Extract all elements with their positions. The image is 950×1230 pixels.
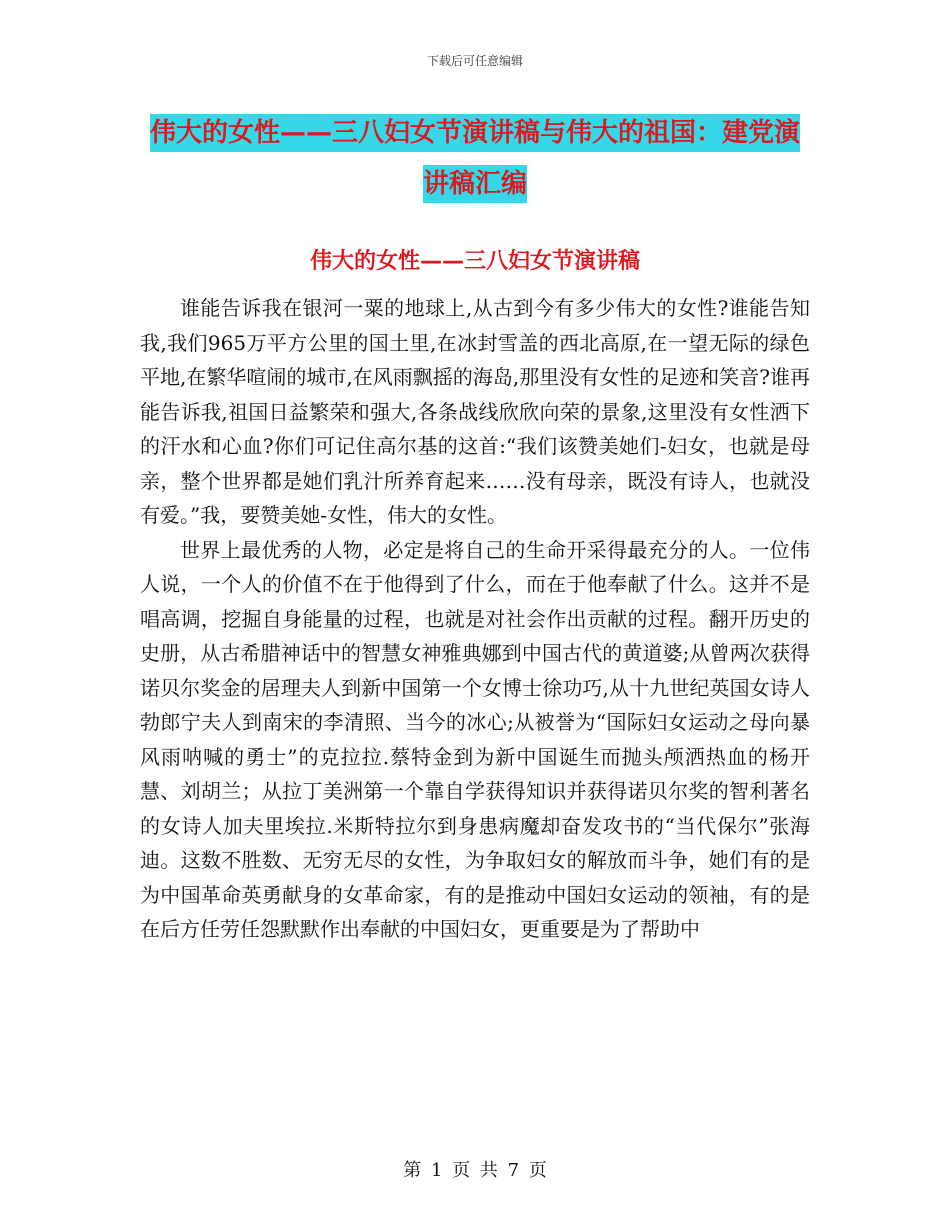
paragraph: 世界上最优秀的人物，必定是将自己的生命开采得最充分的人。一位伟人说，一个人的价值不在于他得到了什么，而在于他奉献了什么。这并不是唱高调，挖掘自身能量的过程，也就是对社会作出贡献的过程。翻开历史的史册，从古希腊神话中的智慧女神雅典娜到中国古代的黄道婆;从曾两次获得诺贝尔奖金的居理夫人到新中国第一个女博士徐功巧,从十九世纪英国女诗人勃郎宁夫人到南宋的李清照、当今的冰心;从被誉为“国际妇女运动之母向暴风雨呐喊的勇士”的克拉拉.蔡特金到为新中国诞生而抛头颅洒热血的杨开慧、刘胡兰；从拉丁美洲第一个靠自学获得知识并获得诺贝尔奖的智利著名的女诗人加夫里埃拉.米斯特拉尔到身患病魔却奋发攻书的“当代保尔”张海迪。这数不胜数、无穷无尽的女性，为争取妇女的解放而斗争，她们有的是为中国革命英勇献身的女革命家，有的是推动中国妇女运动的领袖，有的是在后方任劳任怨默默作出奉献的中国妇女，更重要是为了帮助中 (140, 537, 810, 941)
paragraph: 谁能告诉我在银河一粟的地球上,从古到今有多少伟大的女性?谁能告知我,我们965万平方公里的国土里,在冰封雪盖的西北高原,在一望无际的绿色平地,在繁华喧闹的城市,在风雨飘摇的海岛,那里没有女性的足迹和笑音?谁再能告诉我,祖国日益繁荣和强大,各条战线欣欣向荣的景象,这里没有女性洒下的汗水和心血?你们可记住高尔基的这首:“我们该赞美她们-妇女，也就是母亲，整个世界都是她们乳汁所养育起来……没有母亲，既没有诗人，也就没有爱。”我，要赞美她-女性，伟大的女性。 (140, 296, 810, 527)
document-title-text: 伟大的女性——三八妇女节演讲稿与伟大的祖国：建党演讲稿汇编 (150, 114, 800, 203)
page-number: 第 1 页 共 7 页 (403, 1160, 547, 1181)
document-title (140, 108, 810, 210)
header-note: 下载后可任意编辑 (426, 54, 523, 68)
body-text (140, 291, 810, 947)
section-title: 伟大的女性——三八妇女节演讲稿 (309, 249, 640, 274)
